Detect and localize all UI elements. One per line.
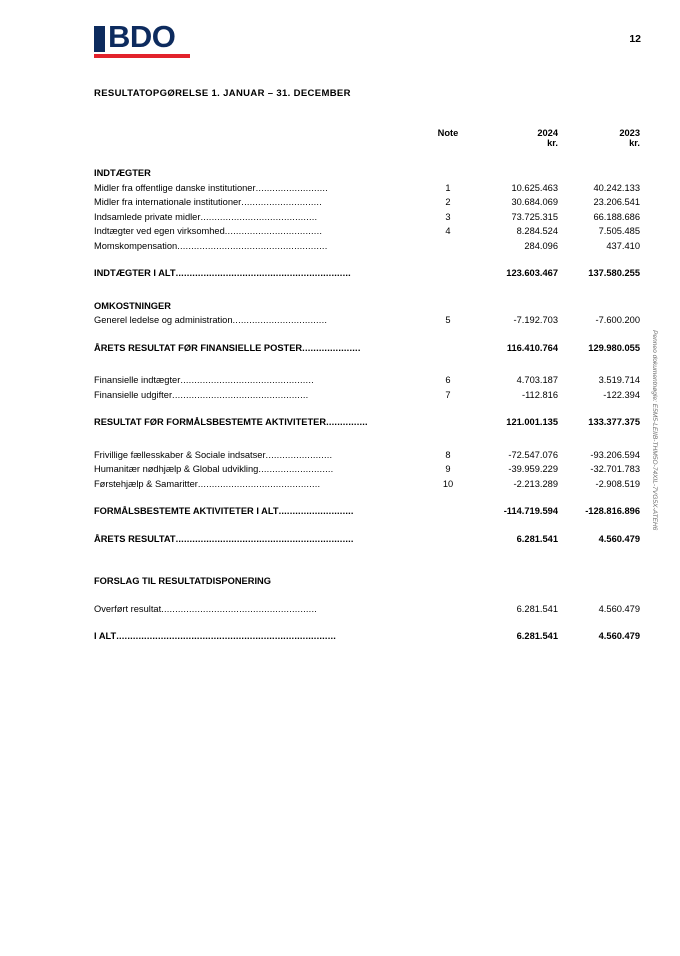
- table-row: [94, 210, 640, 225]
- row-label: Humanitær nødhjælp & Global udvikling: [94, 464, 259, 474]
- income-statement-table: [94, 128, 640, 644]
- row-leader-dots: ............................................: [197, 478, 321, 489]
- total-label: RESULTAT FØR FORMÅLSBESTEMTE AKTIVITETER: [94, 417, 327, 427]
- row-label: Indsamlede private midler: [94, 211, 201, 222]
- row-value-2023: -2.908.519: [595, 478, 640, 489]
- total-value-2023: 4.560.479: [598, 631, 640, 641]
- total-value-2024: 6.281.541: [516, 533, 558, 544]
- row-value-2024: -7.192.703: [513, 315, 558, 325]
- penneo-document-key-text: Penneo dokumentnøgle: E5M5-LEIIB-THM5O-74XIL-7VG5X-ATEH6: [651, 330, 658, 531]
- page-title: RESULTATOPGØRELSE 1. JANUAR – 31. DECEMBER: [94, 88, 351, 99]
- total-value-2023: -128.816.896: [585, 506, 640, 516]
- row-note: 3: [445, 211, 451, 222]
- total-leader-dots: ...............................................................: [175, 268, 351, 278]
- table-row: [94, 239, 640, 254]
- table-row: [94, 462, 640, 477]
- total-label: INDTÆGTER I ALT: [94, 268, 176, 278]
- total-label: ÅRETS RESULTAT: [94, 533, 176, 544]
- table-row: [94, 181, 640, 196]
- row-value-2024: 73.725.315: [511, 211, 558, 222]
- table-total-row: [94, 266, 640, 281]
- row-note: 5: [445, 315, 451, 325]
- total-value-2024: 123.603.467: [506, 268, 558, 278]
- table-row: [94, 224, 640, 239]
- row-label: Frivillige fællesskaber & Sociale indsatser: [94, 449, 266, 460]
- row-leader-dots: ..........................................: [200, 211, 318, 222]
- row-value-2024: 8.284.524: [516, 226, 558, 236]
- total-label: FORMÅLSBESTEMTE AKTIVITETER I ALT: [94, 506, 279, 516]
- header-note: Note: [437, 128, 459, 138]
- logo-red-underline: [94, 54, 190, 58]
- total-value-2024: 121.001.135: [506, 417, 558, 427]
- header-year-2024: 2024: [537, 128, 558, 138]
- table-total-row: [94, 532, 640, 547]
- row-leader-dots: ........................................................: [161, 603, 318, 614]
- row-value-2023: 66.188.686: [593, 211, 640, 222]
- total-value-2024: 6.281.541: [516, 631, 558, 641]
- total-leader-dots: ...............................................................................: [116, 631, 337, 641]
- row-label: Finansielle udgifter: [94, 389, 173, 400]
- total-value-2023: 4.560.479: [598, 533, 640, 544]
- row-label: Generel ledelse og administration: [94, 315, 233, 325]
- total-value-2023: 133.377.375: [588, 417, 640, 427]
- row-value-2023: 3.519.714: [598, 375, 640, 385]
- row-note: 6: [445, 375, 451, 385]
- row-value-2024: 6.281.541: [516, 603, 558, 614]
- row-value-2024: 284.096: [524, 240, 558, 251]
- row-note: 7: [445, 389, 451, 400]
- row-value-2024: -2.213.289: [513, 478, 558, 489]
- total-leader-dots: ...............: [326, 417, 368, 427]
- row-note: 4: [445, 226, 451, 236]
- section-heading: [94, 166, 640, 181]
- row-value-2023: 4.560.479: [598, 603, 640, 614]
- table-header-row: [94, 128, 640, 138]
- table-total-row: [94, 629, 640, 644]
- row-value-2023: 40.242.133: [593, 182, 640, 193]
- total-value-2023: 137.580.255: [588, 268, 640, 278]
- section-heading-label: OMKOSTNINGER: [94, 300, 171, 311]
- total-leader-dots: .....................: [302, 342, 361, 353]
- table-total-row: [94, 504, 640, 519]
- row-value-2023: -93.206.594: [590, 449, 640, 460]
- row-leader-dots: .............................: [241, 197, 322, 207]
- row-leader-dots: ......................................................: [177, 240, 328, 251]
- row-label: Finansielle indtægter: [94, 375, 181, 385]
- table-row: [94, 602, 640, 617]
- table-row: [94, 313, 640, 328]
- row-note: 1: [445, 182, 451, 193]
- row-note: 9: [445, 464, 451, 474]
- row-value-2024: -39.959.229: [508, 464, 558, 474]
- row-note: 10: [442, 478, 454, 489]
- unit-2023: kr.: [629, 138, 640, 148]
- table-row: [94, 477, 640, 492]
- row-label: Momskompensation: [94, 240, 178, 251]
- total-leader-dots: ...........................: [278, 506, 354, 516]
- header-year-2023: 2023: [619, 128, 640, 138]
- table-unit-row: [94, 138, 640, 148]
- page-number: 12: [629, 33, 641, 45]
- table-row: [94, 388, 640, 403]
- row-note: 8: [445, 449, 451, 460]
- row-value-2024: -72.547.076: [508, 449, 558, 460]
- table-total-row: [94, 415, 640, 430]
- section-heading-label: FORSLAG TIL RESULTATDISPONERING: [94, 576, 271, 586]
- row-label: Førstehjælp & Samaritter: [94, 478, 198, 489]
- row-value-2023: -122.394: [603, 389, 640, 400]
- logo-wordmark: BDO: [108, 19, 176, 54]
- row-value-2023: 437.410: [606, 240, 640, 251]
- row-value-2023: -32.701.783: [590, 464, 640, 474]
- section-heading: [94, 299, 640, 314]
- section-heading: [94, 574, 640, 589]
- logo-left-bar: [94, 26, 105, 52]
- row-value-2024: -112.816: [521, 389, 558, 400]
- bdo-logo: [94, 19, 199, 60]
- total-value-2024: -114.719.594: [503, 506, 558, 516]
- row-label: Midler fra internationale institutioner: [94, 197, 242, 207]
- row-label: Overført resultat: [94, 603, 162, 614]
- row-value-2024: 10.625.463: [511, 182, 558, 193]
- row-label: Indtægter ved egen virksomhed: [94, 226, 225, 236]
- row-label: Midler fra offentlige danske institutioner: [94, 182, 256, 193]
- row-value-2023: -7.600.200: [595, 315, 640, 325]
- table-row: [94, 448, 640, 463]
- table-row: [94, 195, 640, 210]
- total-label: ÅRETS RESULTAT FØR FINANSIELLE POSTER: [94, 342, 303, 353]
- row-value-2023: 7.505.485: [598, 226, 640, 236]
- row-leader-dots: ...................................: [224, 226, 323, 236]
- row-leader-dots: .................................................: [172, 389, 309, 400]
- row-leader-dots: ........................: [265, 449, 333, 460]
- row-value-2024: 30.684.069: [511, 197, 558, 207]
- row-leader-dots: ...........................: [258, 464, 334, 474]
- total-value-2023: 129.980.055: [588, 342, 640, 353]
- row-value-2023: 23.206.541: [593, 197, 640, 207]
- unit-2024: kr.: [547, 138, 558, 148]
- row-note: 2: [445, 197, 451, 207]
- total-value-2024: 116.410.764: [506, 342, 558, 353]
- total-label: I ALT: [94, 631, 117, 641]
- total-leader-dots: ................................................................: [175, 533, 354, 544]
- table-row: [94, 373, 640, 388]
- row-leader-dots: ................................................: [180, 375, 314, 385]
- row-value-2024: 4.703.187: [516, 375, 558, 385]
- row-leader-dots: ..........................: [255, 182, 328, 193]
- section-heading-label: INDTÆGTER: [94, 168, 151, 178]
- row-leader-dots: ..................................: [232, 315, 328, 325]
